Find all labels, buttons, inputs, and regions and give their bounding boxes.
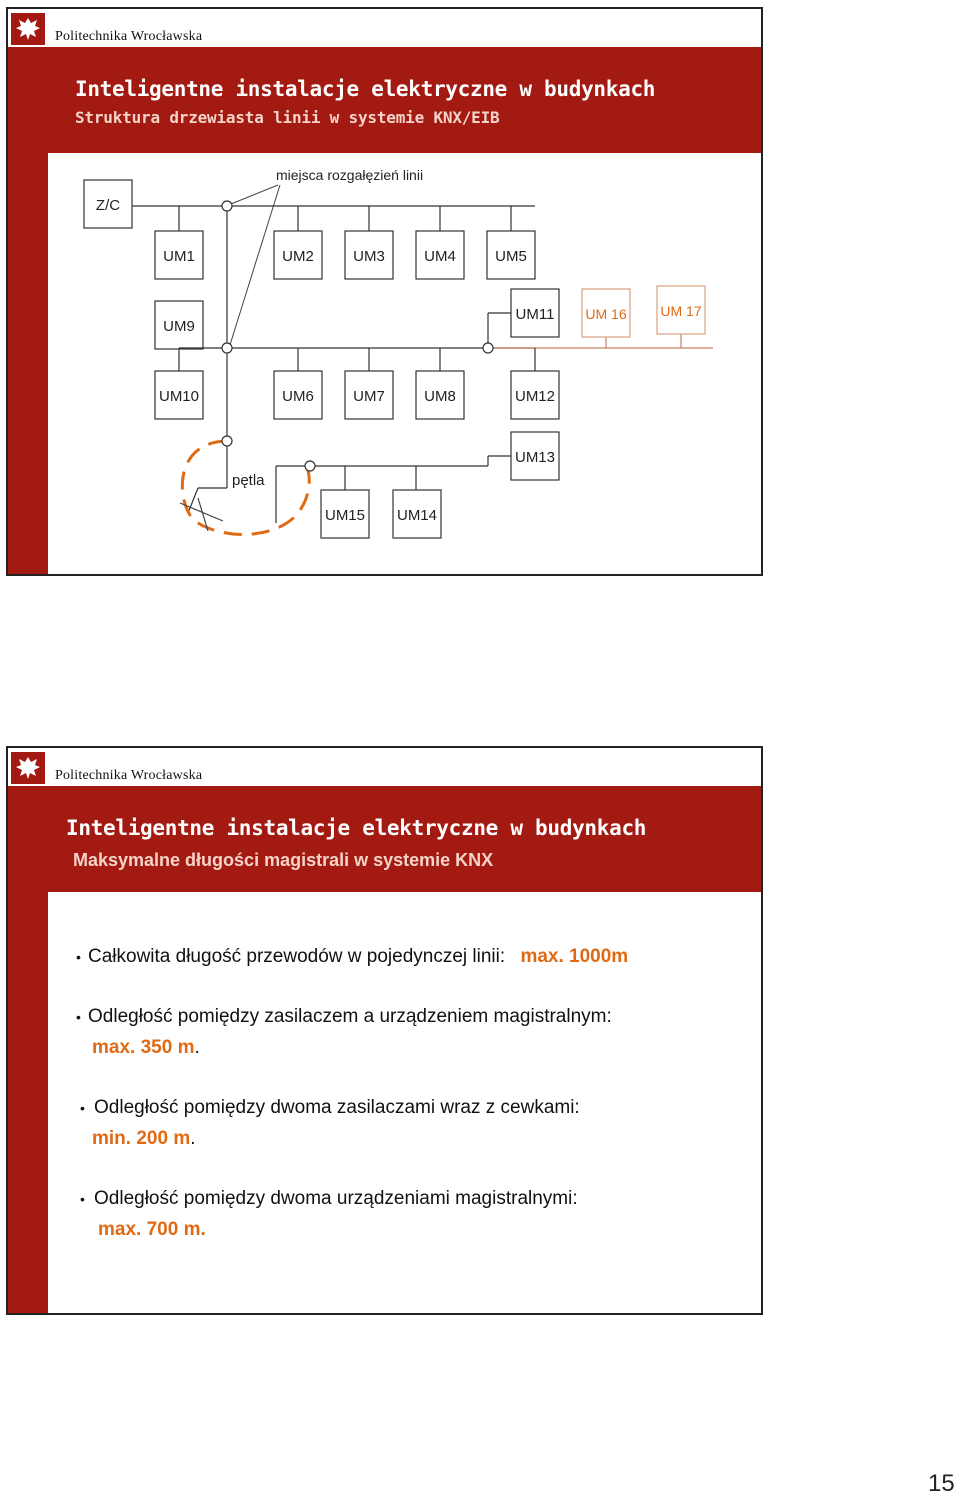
um13-label: UM13 xyxy=(514,449,556,466)
zc-label: Z/C xyxy=(95,197,121,214)
header-strip xyxy=(8,748,761,786)
branch-point xyxy=(222,436,232,446)
university-eagle-icon xyxy=(11,752,45,784)
slide-subtitle: Struktura drzewiasta linii w systemie KNX/EIB xyxy=(75,108,500,127)
um17-label: UM 17 xyxy=(660,303,702,319)
um3-label: UM3 xyxy=(353,248,385,265)
um6-label: UM6 xyxy=(282,388,314,405)
branch-point xyxy=(305,461,315,471)
slide-content xyxy=(48,153,761,574)
um12-label: UM12 xyxy=(514,388,556,405)
bullet-value: max. 350 m xyxy=(92,1037,195,1058)
branch-points-annotation: miejsca rozgałęzień linii xyxy=(276,167,424,183)
university-name: Politechnika Wrocławska xyxy=(55,29,203,44)
bullet-symbol: • xyxy=(76,1009,81,1025)
um8-label: UM8 xyxy=(424,388,456,405)
um7-label: UM7 xyxy=(353,388,385,405)
um9-label: UM9 xyxy=(163,318,195,335)
bullet-value: min. 200 m xyxy=(92,1128,191,1149)
university-name: Politechnika Wrocławska xyxy=(55,768,203,783)
branch-point xyxy=(222,343,232,353)
loop-label: pętla xyxy=(232,472,265,489)
branch-point xyxy=(483,343,493,353)
header-strip xyxy=(8,9,761,47)
side-bar xyxy=(8,748,48,1313)
bullet-symbol: • xyxy=(80,1100,85,1116)
bullet-symbol: • xyxy=(76,949,81,965)
page-number: 15 xyxy=(928,1470,955,1497)
um14-label: UM14 xyxy=(396,507,438,524)
um11-label: UM11 xyxy=(515,306,555,323)
um4-label: UM4 xyxy=(424,248,456,265)
slide-subtitle: Maksymalne długości magistrali w systemie KNX xyxy=(73,850,494,870)
title-band xyxy=(48,786,761,892)
slide-content xyxy=(48,892,761,1313)
bullet-suffix: . xyxy=(190,1128,196,1149)
bullet-suffix: . xyxy=(194,1037,200,1058)
um16-label: UM 16 xyxy=(585,306,627,322)
um5-label: UM5 xyxy=(495,248,527,265)
title-band xyxy=(48,47,761,153)
um10-label: UM10 xyxy=(158,388,200,405)
slide-tree-structure xyxy=(6,7,763,576)
tree-topology-diagram xyxy=(48,153,763,574)
um15-label: UM15 xyxy=(324,507,366,524)
slide-max-lengths xyxy=(6,746,763,1315)
side-bar xyxy=(8,9,48,574)
bullet-text: Odległość pomiędzy dwoma urządzeniami magistralnymi: xyxy=(94,1188,578,1209)
bullet-value: max. 700 m. xyxy=(98,1219,206,1240)
branch-point xyxy=(222,201,232,211)
bullet-text: Odległość pomiędzy dwoma zasilaczami wraz z cewkami: xyxy=(94,1097,580,1118)
bullet-text: Odległość pomiędzy zasilaczem a urządzeniem magistralnym: xyxy=(88,1006,612,1027)
bullet-value: max. 1000m xyxy=(520,946,629,967)
slide-title: Inteligentne instalacje elektryczne w budynkach xyxy=(66,816,647,840)
slide-title: Inteligentne instalacje elektryczne w budynkach xyxy=(75,77,656,101)
university-eagle-icon xyxy=(11,13,45,45)
um1-label: UM1 xyxy=(163,248,195,265)
bullet-symbol: • xyxy=(80,1191,85,1207)
bullet-text: Całkowita długość przewodów w pojedynczej linii: xyxy=(88,946,506,967)
um2-label: UM2 xyxy=(282,248,314,265)
